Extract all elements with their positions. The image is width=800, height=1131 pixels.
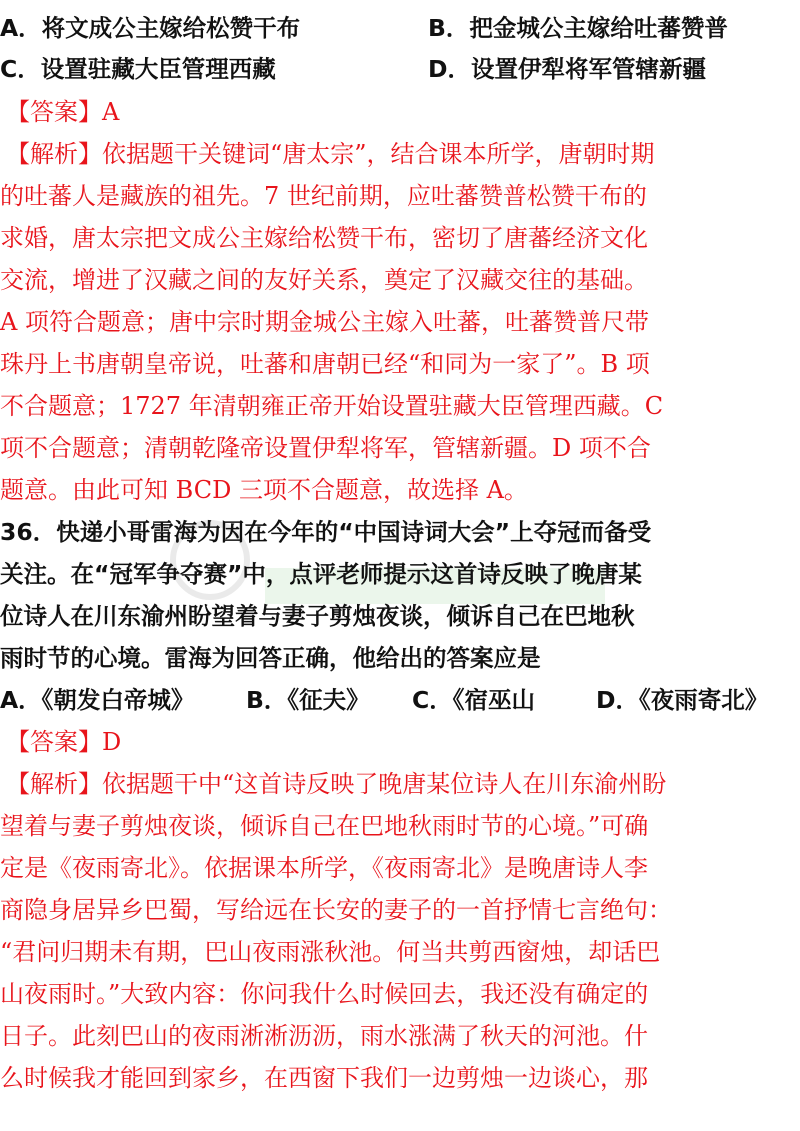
q35-options-row-1 [0,8,800,48]
q35-analysis-line: 求婚，唐太宗把文成公主嫁给松赞干布，密切了唐蕃经济文化 [0,224,648,252]
q36-option-c: C．《宿巫山 [412,686,535,714]
q35-analysis-line: 不合题意；1727 年清朝雍正帝开始设置驻藏大臣管理西藏。C [0,392,664,420]
q35-analysis-line: 的吐蕃人是藏族的祖先。7 世纪前期，应吐蕃赞普松赞干布的 [0,182,647,210]
q35-analysis-line: 珠丹上书唐朝皇帝说，吐蕃和唐朝已经“和同为一家了”。B 项 [0,350,650,378]
q35-analysis-line: A 项符合题意；唐中宗时期金城公主嫁入吐蕃，吐蕃赞普尺带 [0,308,649,336]
q35-analysis-line: 项不合题意；清朝乾隆帝设置伊犁将军，管辖新疆。D 项不合 [0,434,651,462]
q36-analysis-line: 定是《夜雨寄北》。依据课本所学，《夜雨寄北》是晚唐诗人李 [0,854,648,882]
q35-option-c: C．设置驻藏大臣管理西藏 [0,55,276,83]
q36-option-a: A．《朝发白帝城》 [0,686,195,714]
q36-stem-line: 关注。在“冠军争夺赛”中，点评老师提示这首诗反映了晚唐某 [0,560,642,588]
q35-option-a: A．将文成公主嫁给松赞干布 [0,14,301,42]
q36-options-row [0,680,800,720]
q35-analysis-line: 【解析】依据题干关键词“唐太宗”，结合课本所学，唐朝时期 [6,140,655,168]
q36-answer: 【答案】D [6,728,122,756]
q35-options-row-2 [0,49,800,89]
q35-option-d: D．设置伊犁将军管辖新疆 [428,55,707,83]
q35-analysis-line: 交流，增进了汉藏之间的友好关系，奠定了汉藏交往的基础。 [0,266,648,294]
q36-stem-line: 36．快递小哥雷海为因在今年的“中国诗词大会”上夺冠而备受 [0,518,652,546]
q35-analysis-line: 题意。由此可知 BCD 三项不合题意，故选择 A。 [0,476,528,504]
q36-analysis-line: 【解析】依据题干中“这首诗反映了晚唐某位诗人在川东渝州盼 [6,770,667,798]
q36-analysis-line: “君问归期未有期，巴山夜雨涨秋池。何当共剪西窗烛，却话巴 [0,938,661,966]
q36-stem-line: 位诗人在川东渝州盼望着与妻子剪烛夜谈，倾诉自己在巴地秋 [0,602,635,630]
q36-analysis-line: 商隐身居异乡巴蜀，写给远在长安的妻子的一首抒情七言绝句： [0,896,672,924]
q36-option-b: B．《征夫》 [246,686,370,714]
q36-stem-line: 雨时节的心境。雷海为回答正确，他给出的答案应是 [0,644,541,672]
q35-option-b: B．把金城公主嫁给吐蕃赞普 [428,14,728,42]
q35-answer: 【答案】A [6,98,120,126]
q36-analysis-line: 日子。此刻巴山的夜雨淅淅沥沥，雨水涨满了秋天的河池。什 [0,1022,648,1050]
q36-analysis-line: 么时候我才能回到家乡，在西窗下我们一边剪烛一边谈心，那 [0,1064,648,1092]
q36-analysis-line: 山夜雨时。”大致内容：你问我什么时候回去，我还没有确定的 [0,980,649,1008]
q36-analysis-line: 望着与妻子剪烛夜谈，倾诉自己在巴地秋雨时节的心境。”可确 [0,812,649,840]
q36-option-d: D．《夜雨寄北》 [596,686,769,714]
